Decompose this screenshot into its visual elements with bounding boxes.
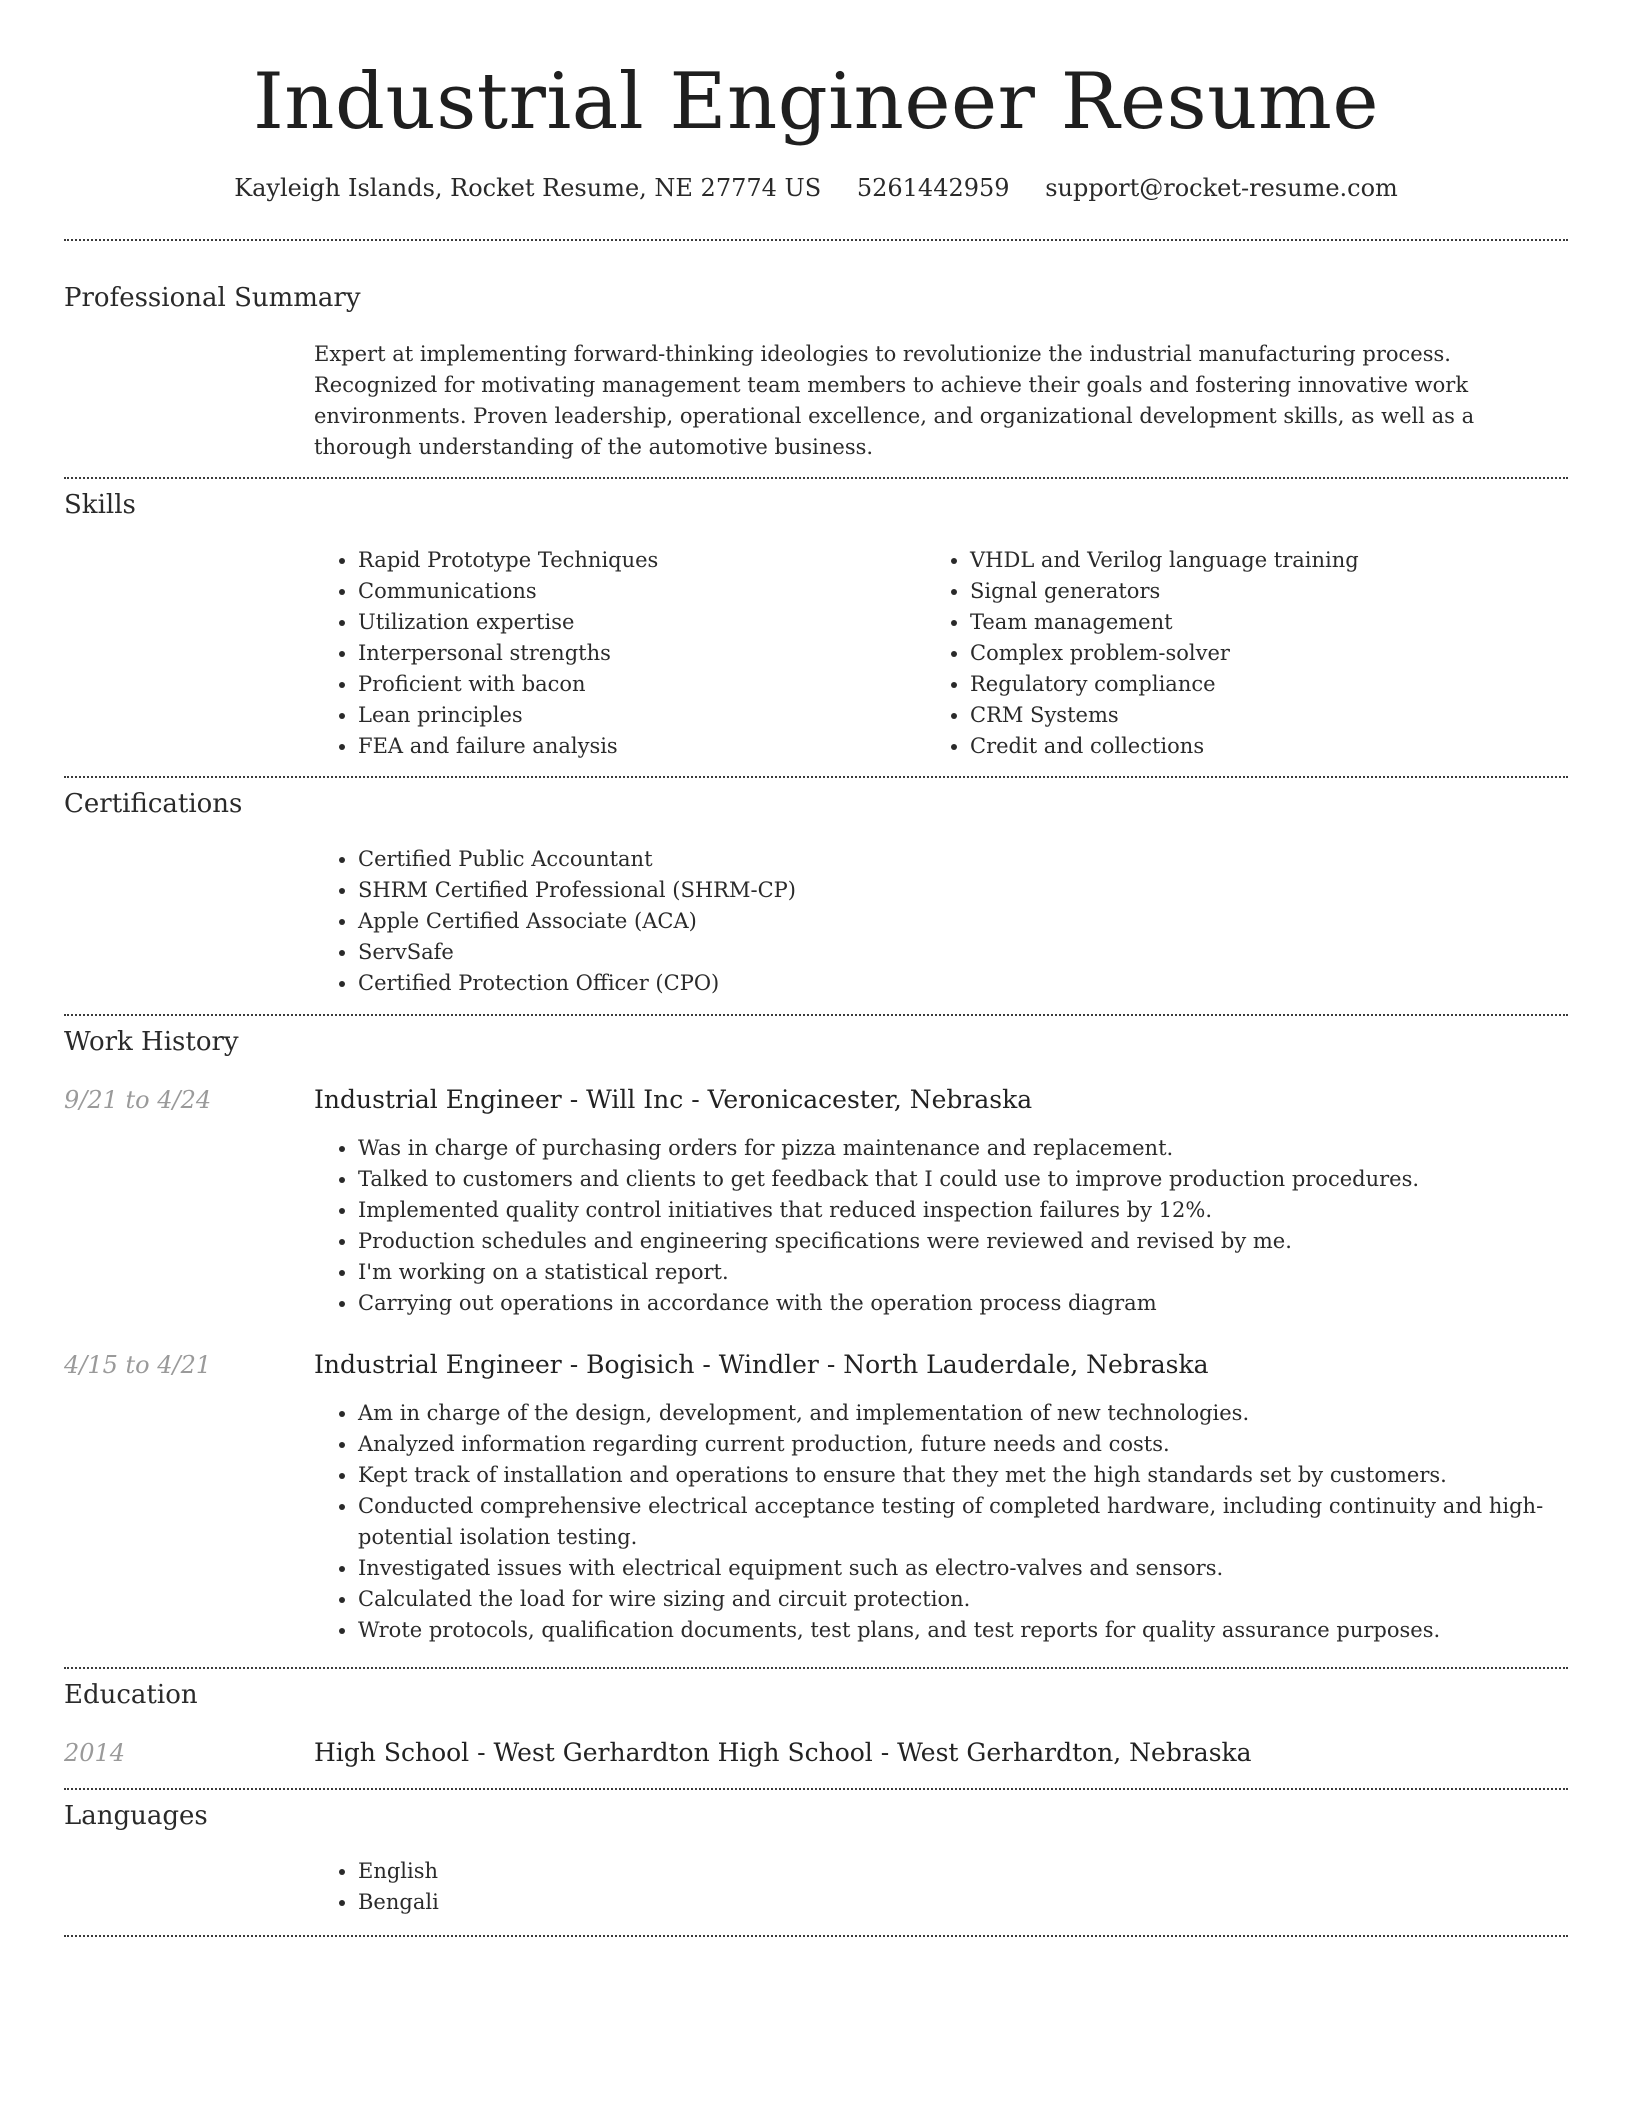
skill-item: • Communications [358, 576, 914, 607]
languages-list [314, 1856, 1564, 1918]
job-bullet: • Wrote protocols, qualification documents, test plans, and test reports for quality assurance purposes. [358, 1615, 1564, 1646]
section-divider [64, 1788, 1568, 1790]
skill-item: • Regulatory compliance [970, 669, 1526, 700]
job-title: Industrial Engineer - Will Inc - Veronicacester, Nebraska [314, 1085, 1033, 1114]
job-bullet: • Talked to customers and clients to get feedback that I could use to improve production procedures. [358, 1164, 1564, 1195]
job-bullet: • I'm working on a statistical report. [358, 1257, 1564, 1288]
languages-heading: Languages [64, 1801, 208, 1831]
section-divider [64, 776, 1568, 778]
skill-item: • CRM Systems [970, 700, 1526, 731]
education-year: 2014 [64, 1739, 126, 1767]
job-bullets [314, 1398, 1564, 1646]
job-bullet: • Investigated issues with electrical equipment such as electro-valves and sensors. [358, 1553, 1564, 1584]
summary-text: Expert at implementing forward-thinking ideologies to revolutionize the industrial manufacturing process. Recognized for motivating management team members to achieve their goals and fostering innovative work environments. Proven leadership, operational excellence, and organizational development skills, as well as a thorough understanding of the automotive business. [314, 342, 1475, 459]
skills-column-left [314, 545, 914, 762]
skill-item: • Complex problem-solver [970, 638, 1526, 669]
skill-item: • Proficient with bacon [358, 669, 914, 700]
language-item: • Bengali [358, 1887, 1564, 1918]
skills-heading: Skills [64, 490, 136, 520]
work-history-heading: Work History [64, 1027, 239, 1057]
certification-item: • Certified Public Accountant [358, 844, 1564, 875]
skill-item: • Utilization expertise [358, 607, 914, 638]
section-divider [64, 477, 1568, 479]
contact-address: Kayleigh Islands, Rocket Resume, NE 27774 US [234, 174, 822, 202]
resume-title: Industrial Engineer Resume [252, 57, 1380, 147]
skill-item: • VHDL and Verilog language training [970, 545, 1526, 576]
job-dates: 9/21 to 4/24 [64, 1086, 212, 1114]
job-bullet: • Conducted comprehensive electrical acceptance testing of completed hardware, including continuity and high-potential isolation testing. [358, 1491, 1564, 1553]
contact-line [0, 170, 1632, 206]
contact-email: support@rocket-resume.com [1045, 174, 1398, 202]
skill-item: • Signal generators [970, 576, 1526, 607]
certification-item: • ServSafe [358, 937, 1564, 968]
skill-item: • FEA and failure analysis [358, 731, 914, 762]
section-divider [64, 1935, 1568, 1937]
job-bullet: • Calculated the load for wire sizing and circuit protection. [358, 1584, 1564, 1615]
skill-item: • Rapid Prototype Techniques [358, 545, 914, 576]
skill-item: • Lean principles [358, 700, 914, 731]
skill-item: • Credit and collections [970, 731, 1526, 762]
job-bullet: • Analyzed information regarding current production, future needs and costs. [358, 1429, 1564, 1460]
skill-item: • Interpersonal strengths [358, 638, 914, 669]
skills-column-right [926, 545, 1526, 762]
education-entry: High School - West Gerhardton High School - West Gerhardton, Nebraska [314, 1738, 1252, 1767]
education-heading: Education [64, 1680, 198, 1710]
certification-item: • Certified Protection Officer (CPO) [358, 968, 1564, 999]
section-divider [64, 1014, 1568, 1016]
language-item: • English [358, 1856, 1564, 1887]
job-bullet: • Production schedules and engineering specifications were reviewed and revised by me. [358, 1226, 1564, 1257]
job-bullet: • Was in charge of purchasing orders for pizza maintenance and replacement. [358, 1133, 1564, 1164]
summary-heading: Professional Summary [64, 283, 361, 313]
job-dates: 4/15 to 4/21 [64, 1351, 212, 1379]
job-bullet: • Implemented quality control initiatives that reduced inspection failures by 12%. [358, 1195, 1564, 1226]
section-divider [64, 1667, 1568, 1669]
job-bullet: • Carrying out operations in accordance with the operation process diagram [358, 1288, 1564, 1319]
job-title: Industrial Engineer - Bogisich - Windler - North Lauderdale, Nebraska [314, 1350, 1209, 1379]
section-divider [64, 239, 1568, 241]
job-bullets [314, 1133, 1564, 1319]
certification-item: • SHRM Certified Professional (SHRM-CP) [358, 875, 1564, 906]
certification-item: • Apple Certified Associate (ACA) [358, 906, 1564, 937]
job-bullet: • Kept track of installation and operations to ensure that they met the high standards set by customers. [358, 1460, 1564, 1491]
certifications-list [314, 844, 1564, 999]
certifications-heading: Certifications [64, 789, 243, 819]
job-bullet: • Am in charge of the design, development, and implementation of new technologies. [358, 1398, 1564, 1429]
contact-phone: 5261442959 [856, 174, 1010, 202]
skill-item: • Team management [970, 607, 1526, 638]
